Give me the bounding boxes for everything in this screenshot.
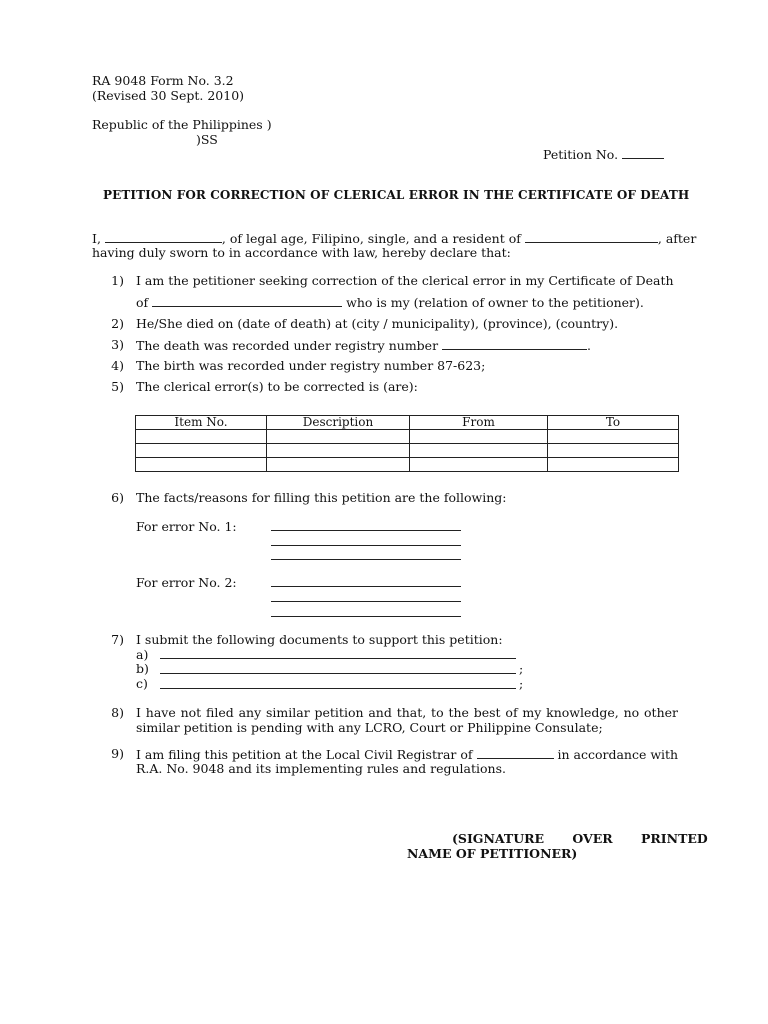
error-1-reason-line-2[interactable] <box>271 545 461 546</box>
errors-table <box>135 415 679 472</box>
item-number: 8) <box>111 705 124 720</box>
item-3-end: . <box>587 338 592 353</box>
table-cell[interactable] <box>136 430 267 444</box>
item-3-label: The death was recorded under registry number <box>136 338 439 353</box>
petition-number-label: Petition No. <box>543 147 619 162</box>
item-1-of: of <box>136 295 149 310</box>
table-cell[interactable] <box>267 444 410 458</box>
death-registry-field[interactable] <box>442 337 587 350</box>
intro-line-2: having duly sworn to in accordance with law, hereby declare that: <box>92 245 511 260</box>
document-a-label: a) <box>136 647 149 662</box>
item-1-line-2 <box>136 294 644 311</box>
item-6-text: The facts/reasons for filling this petition are the following: <box>136 490 507 505</box>
item-9-line-2: R.A. No. 9048 and its implementing rules and regulations. <box>136 761 506 776</box>
table-cell[interactable] <box>548 458 679 472</box>
item-2-text: He/She died on (date of death) at (city / municipality), (province), (country). <box>136 316 619 331</box>
signature-line-1: (SIGNATURE OVER PRINTED <box>452 831 708 846</box>
document-c-end: ; <box>519 676 524 691</box>
petition-number-field[interactable] <box>622 146 664 159</box>
signature-line-2: NAME OF PETITIONER) <box>407 846 578 861</box>
deceased-name-field[interactable] <box>152 294 342 307</box>
item-number: 9) <box>111 746 124 761</box>
table-cell[interactable] <box>410 444 548 458</box>
intro-i: I, <box>92 231 101 246</box>
document-b-field[interactable] <box>160 673 516 674</box>
table-cell[interactable] <box>548 430 679 444</box>
item-1-text: I am the petitioner seeking correction of the clerical error in my Certificate of Death <box>136 273 674 288</box>
item-7-text: I submit the following documents to support this petition: <box>136 632 503 647</box>
item-number: 6) <box>111 490 124 505</box>
item-number: 3) <box>111 337 124 352</box>
error-2-label: For error No. 2: <box>136 575 237 590</box>
error-2-reason-line-1[interactable] <box>271 586 461 587</box>
error-2-reason-line-3[interactable] <box>271 616 461 617</box>
column-header-item-no: Item No. <box>136 416 267 430</box>
item-1-rest: who is my (relation of owner to the petitioner). <box>346 295 644 310</box>
republic-label: Republic of the Philippines ) <box>92 117 272 132</box>
item-9-label-end: in accordance with <box>557 747 679 762</box>
petition-number <box>543 146 664 163</box>
item-8-line-2: similar petition is pending with any LCRO, Court or Philippine Consulate; <box>136 720 603 735</box>
item-9-label: I am filing this petition at the Local Civil Registrar of <box>136 747 473 762</box>
column-header-description: Description <box>267 416 410 430</box>
table-cell[interactable] <box>267 458 410 472</box>
table-row <box>136 430 679 444</box>
lcr-location-field[interactable] <box>477 746 554 759</box>
petitioner-name-field[interactable] <box>105 230 222 243</box>
column-header-from: From <box>410 416 548 430</box>
error-2-reason-line-2[interactable] <box>271 601 461 602</box>
residence-field[interactable] <box>525 230 658 243</box>
table-header-row <box>136 416 679 430</box>
document-b-end: ; <box>519 661 524 676</box>
document-a-field[interactable] <box>160 658 516 659</box>
table-cell[interactable] <box>548 444 679 458</box>
item-number: 7) <box>111 632 124 647</box>
document-b-label: b) <box>136 661 149 676</box>
document-c-field[interactable] <box>160 688 516 689</box>
revision-date: (Revised 30 Sept. 2010) <box>92 88 245 103</box>
item-5-text: The clerical error(s) to be corrected is (are): <box>136 379 418 394</box>
column-header-to: To <box>548 416 679 430</box>
error-1-reason-line-3[interactable] <box>271 559 461 560</box>
item-number: 5) <box>111 379 124 394</box>
item-number: 4) <box>111 358 124 373</box>
table-cell[interactable] <box>410 430 548 444</box>
document-c-label: c) <box>136 676 148 691</box>
item-3-text <box>136 337 591 354</box>
item-number: 2) <box>111 316 124 331</box>
table-cell[interactable] <box>267 430 410 444</box>
ss-label: )SS <box>196 132 218 147</box>
document-title: PETITION FOR CORRECTION OF CLERICAL ERROR IN THE CERTIFICATE OF DEATH <box>103 188 690 202</box>
error-1-label: For error No. 1: <box>136 519 237 534</box>
table-row <box>136 444 679 458</box>
intro-after: , after <box>657 231 697 246</box>
error-1-reason-line-1[interactable] <box>271 530 461 531</box>
table-cell[interactable] <box>410 458 548 472</box>
item-4-text: The birth was recorded under registry number 87-623; <box>136 358 486 373</box>
table-cell[interactable] <box>136 444 267 458</box>
form-number: RA 9048 Form No. 3.2 <box>92 73 234 88</box>
table-row <box>136 458 679 472</box>
item-number: 1) <box>111 273 124 288</box>
table-cell[interactable] <box>136 458 267 472</box>
item-8-line-1: I have not filed any similar petition and that, to the best of my knowledge, no other <box>136 705 678 720</box>
intro-mid: , of legal age, Filipino, single, and a resident of <box>221 231 521 246</box>
